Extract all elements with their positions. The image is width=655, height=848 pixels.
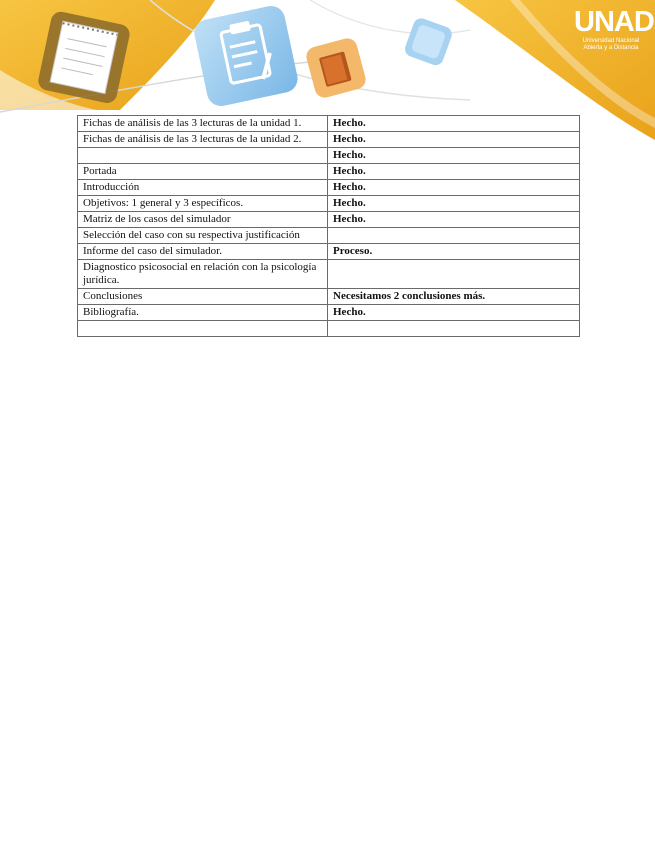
table-row	[78, 228, 580, 244]
task-cell: Conclusiones	[78, 289, 328, 305]
clipboard-icon	[192, 3, 300, 108]
task-cell: Fichas de análisis de las 3 lecturas de la unidad 2.	[78, 132, 328, 148]
book-icon	[304, 36, 368, 100]
status-cell: Hecho.	[328, 196, 580, 212]
logo-line-2: Abierta y a Distancia	[583, 45, 639, 51]
task-cell: Bibliografía.	[78, 305, 328, 321]
status-cell: Hecho.	[328, 164, 580, 180]
status-cell: Hecho.	[328, 132, 580, 148]
table-row	[78, 260, 580, 289]
table-row	[78, 116, 580, 132]
progress-table	[77, 115, 580, 337]
table-row	[78, 321, 580, 337]
table-row	[78, 305, 580, 321]
notepad-icon	[37, 10, 132, 105]
table-row	[78, 180, 580, 196]
status-cell: Hecho.	[328, 148, 580, 164]
logo-mark: UNAD	[574, 6, 654, 38]
task-cell: Fichas de análisis de las 3 lecturas de la unidad 1.	[78, 116, 328, 132]
unad-logo	[574, 6, 654, 62]
status-cell: Proceso.	[328, 244, 580, 260]
task-cell: Portada	[78, 164, 328, 180]
status-cell	[328, 260, 580, 289]
table-row	[78, 196, 580, 212]
status-cell	[328, 228, 580, 244]
task-cell	[78, 148, 328, 164]
table-row	[78, 132, 580, 148]
table-row	[78, 164, 580, 180]
table-row	[78, 289, 580, 305]
task-cell: Informe del caso del simulador.	[78, 244, 328, 260]
status-cell: Hecho.	[328, 212, 580, 228]
logo-line-1: Universidad Nacional	[582, 38, 640, 44]
status-cell	[328, 321, 580, 337]
status-cell: Hecho.	[328, 180, 580, 196]
status-cell: Hecho.	[328, 116, 580, 132]
task-cell: Matriz de los casos del simulador	[78, 212, 328, 228]
task-cell	[78, 321, 328, 337]
task-cell: Selección del caso con su respectiva justificación	[78, 228, 328, 244]
table-row	[78, 212, 580, 228]
blue-tile-decoration	[403, 16, 454, 67]
status-cell: Hecho.	[328, 305, 580, 321]
status-cell: Necesitamos 2 conclusiones más.	[328, 289, 580, 305]
table-row	[78, 148, 580, 164]
table-row	[78, 244, 580, 260]
task-cell: Objetivos: 1 general y 3 específicos.	[78, 196, 328, 212]
task-cell: Diagnostico psicosocial en relación con la psicología jurídica.	[78, 260, 328, 289]
task-cell: Introducción	[78, 180, 328, 196]
